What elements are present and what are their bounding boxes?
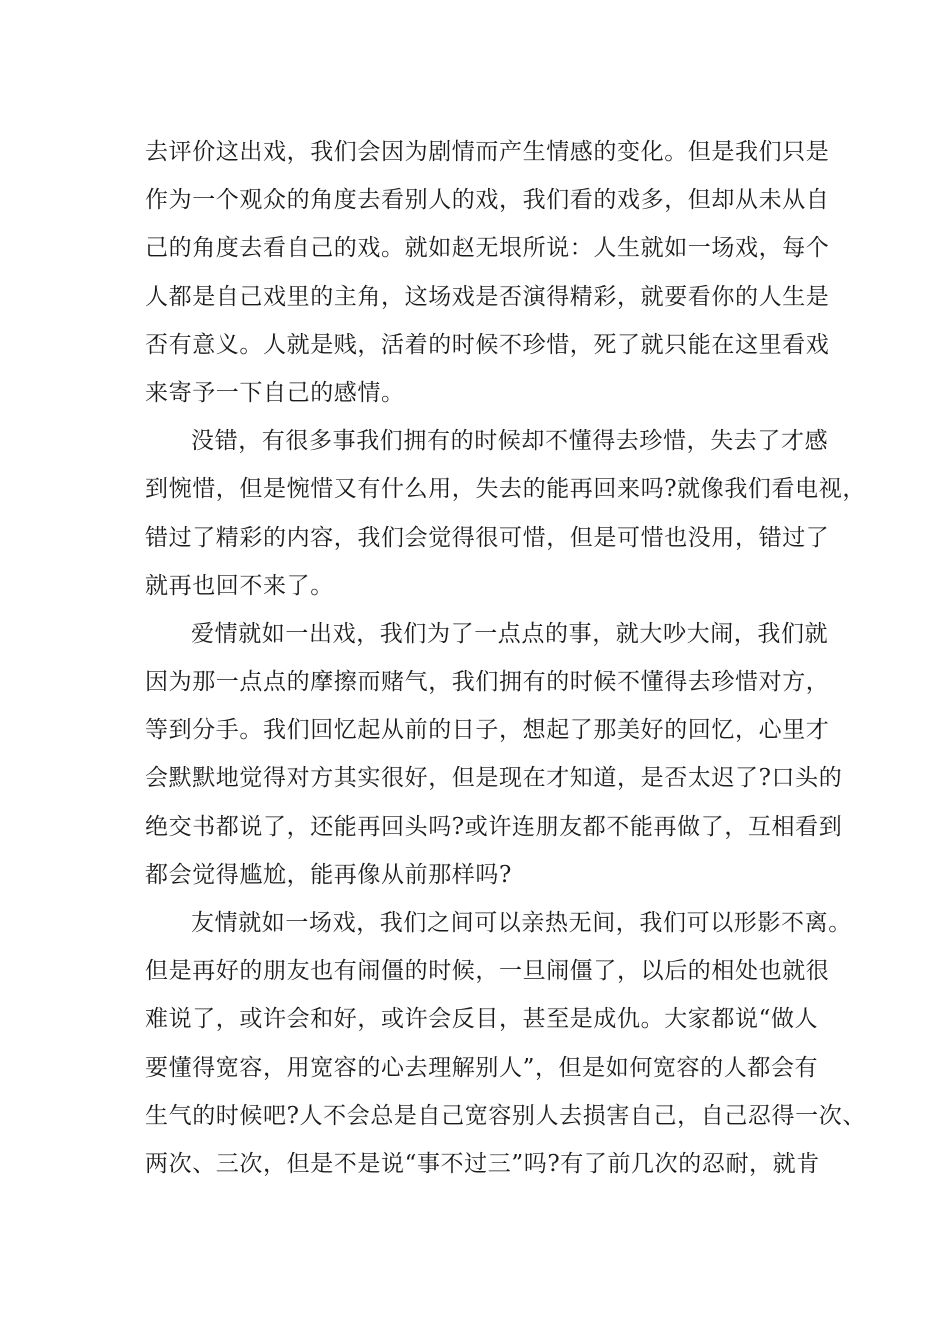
text-line: 要懂得宽容，用宽容的心去理解别人”，但是如何宽容的人都会有 — [145, 1054, 819, 1081]
paragraph-first-line: 爱情就如一出戏，我们为了一点点的事，就大吵大闹，我们就 — [191, 620, 829, 647]
text-line: 己的角度去看自己的戏。就如赵无垠所说：人生就如一场戏，每个 — [145, 235, 830, 262]
document-body — [145, 128, 866, 1188]
text-line: 两次、三次，但是不是说“事不过三”吗?有了前几次的忍耐，就肯 — [145, 1150, 820, 1177]
text-line: 生气的时候吧?人不会总是自己宽容别人去损害自己，自己忍得一次、 — [145, 1102, 866, 1129]
text-line: 会默默地觉得对方其实很好，但是现在才知道，是否太迟了?口头的 — [145, 765, 843, 792]
text-line: 都会觉得尴尬，能再像从前那样吗? — [145, 861, 512, 888]
text-line: 去评价这出戏，我们会因为剧情而产生情感的变化。但是我们只是 — [145, 139, 830, 165]
text-line: 人都是自己戏里的主角，这场戏是否演得精彩，就要看你的人生是 — [145, 283, 830, 310]
paragraph-first-line: 没错，有很多事我们拥有的时候却不懂得去珍惜，失去了才感 — [191, 428, 829, 455]
text-line: 就再也回不来了。 — [145, 572, 334, 599]
text-line: 否有意义。人就是贱，活着的时候不珍惜，死了就只能在这里看戏 — [145, 331, 830, 358]
text-line: 难说了，或许会和好，或许会反目，甚至是成仇。大家都说“做人 — [145, 1006, 819, 1033]
text-line: 作为一个观众的角度去看别人的戏，我们看的戏多，但却从未从自 — [145, 187, 830, 214]
text-line: 来寄予一下自己的感情。 — [145, 379, 405, 406]
text-line: 错过了精彩的内容，我们会觉得很可惜，但是可惜也没用，错过了 — [145, 524, 830, 551]
text-line: 但是再好的朋友也有闹僵的时候，一旦闹僵了，以后的相处也就很 — [145, 958, 830, 985]
text-line: 因为那一点点的摩擦而赌气，我们拥有的时候不懂得去珍惜对方， — [145, 669, 830, 696]
text-line: 等到分手。我们回忆起从前的日子，想起了那美好的回忆，心里才 — [145, 717, 830, 744]
text-line: 绝交书都说了，还能再回头吗?或许连朋友都不能再做了，互相看到 — [145, 813, 843, 840]
text-line: 到惋惜，但是惋惜又有什么用，失去的能再回来吗?就像我们看电视， — [145, 476, 866, 503]
paragraph-first-line: 友情就如一场戏，我们之间可以亲热无间，我们可以形影不离。 — [191, 910, 852, 936]
